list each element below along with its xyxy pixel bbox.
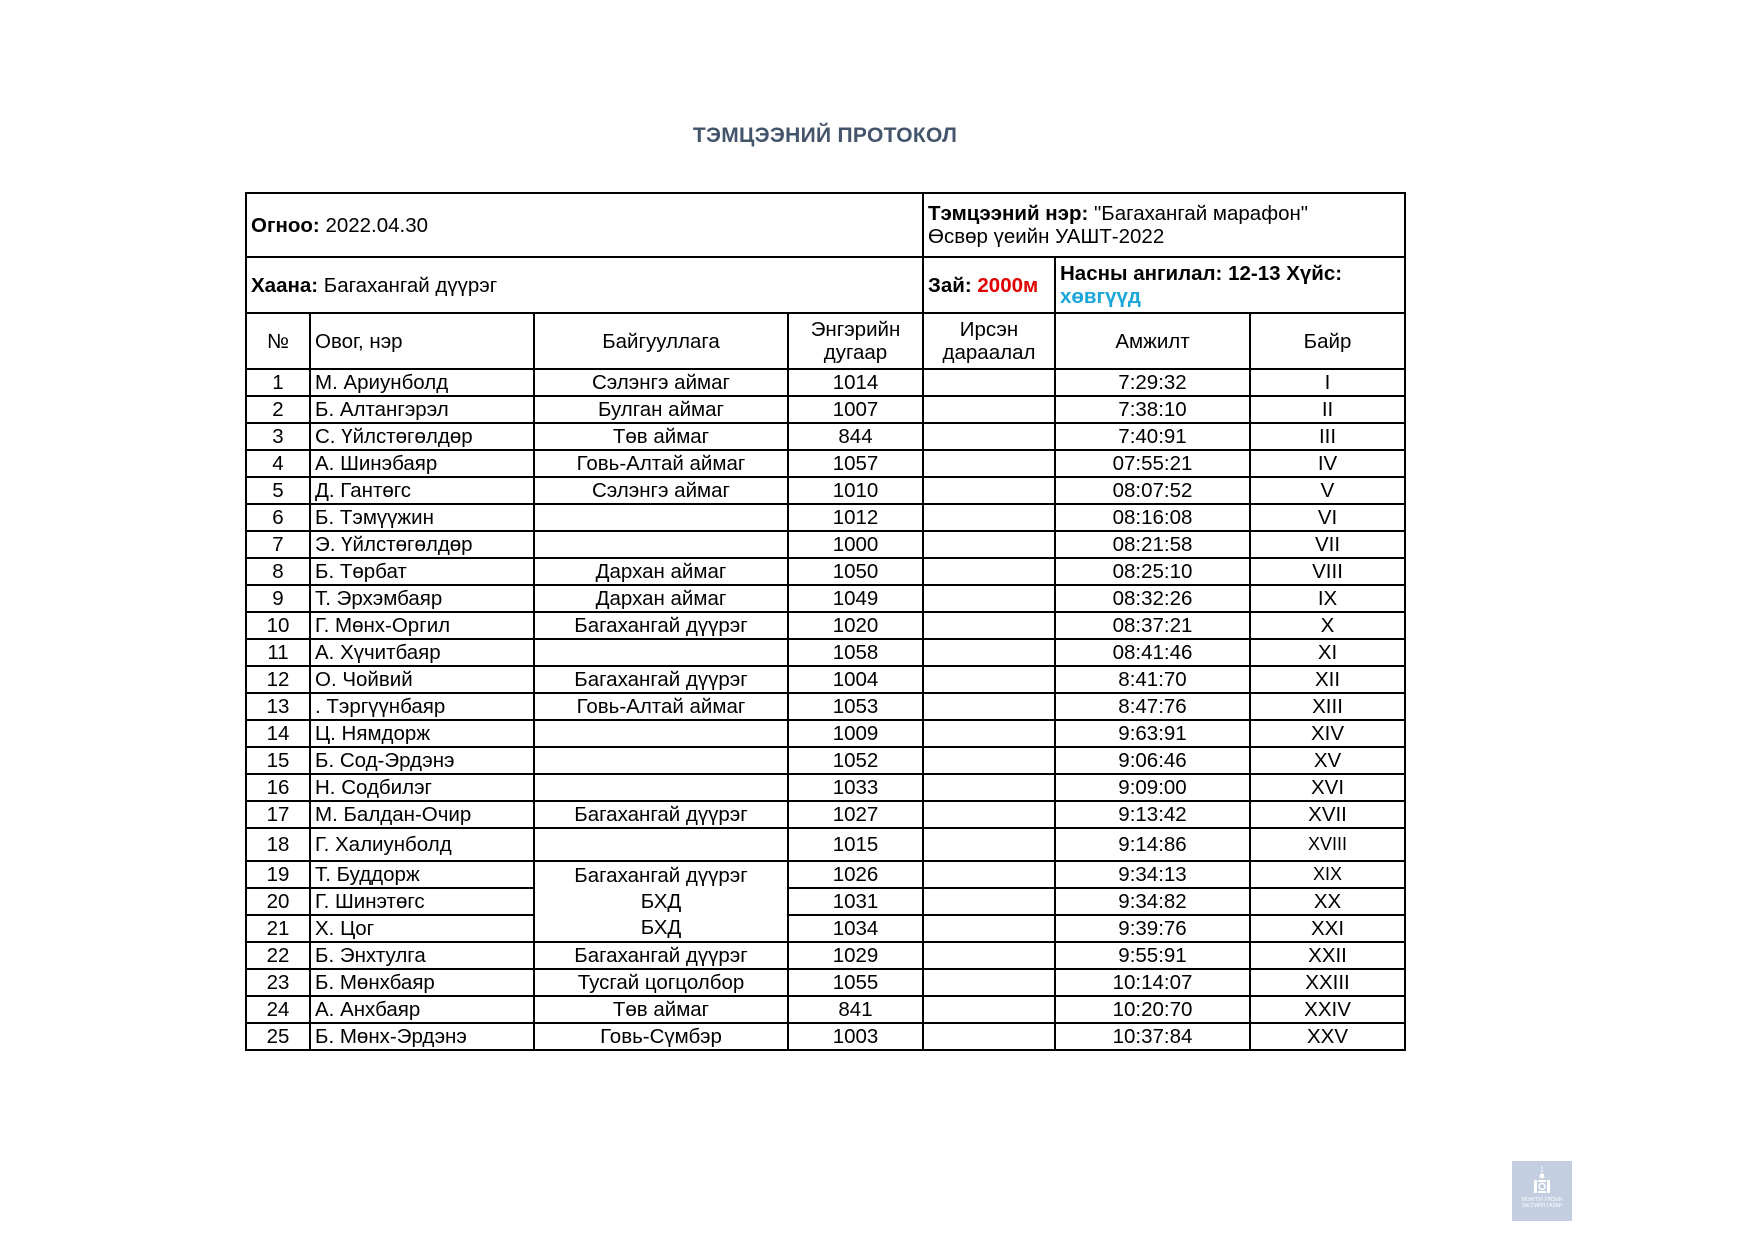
row-place: IX: [1250, 585, 1405, 612]
row-number: 22: [246, 942, 310, 969]
row-organization: Говь-Алтай аймаг: [534, 450, 788, 477]
row-arrival-order: [923, 747, 1055, 774]
row-result: 9:13:42: [1055, 801, 1250, 828]
row-organization: Багахангай дүүрэг: [534, 801, 788, 828]
row-name: Б. Тэмүүжин: [310, 504, 534, 531]
row-result: 9:34:13: [1055, 861, 1250, 888]
table-row: [246, 612, 1405, 639]
event-label: Тэмцээний нэр:: [928, 202, 1089, 225]
location-cell: [246, 257, 923, 313]
date-cell: [246, 193, 923, 257]
row-result: 08:37:21: [1055, 612, 1250, 639]
table-row: [246, 558, 1405, 585]
row-arrival-order: [923, 888, 1055, 915]
row-place: XV: [1250, 747, 1405, 774]
row-bib-number: 841: [788, 996, 923, 1023]
protocol-table: [245, 192, 1406, 1051]
date-label: Огноо:: [251, 213, 320, 237]
row-name: А. Хүчитбаяр: [310, 639, 534, 666]
table-row: [246, 996, 1405, 1023]
row-arrival-order: [923, 477, 1055, 504]
table-row: [246, 720, 1405, 747]
table-row: [246, 942, 1405, 969]
row-organization-merged: [534, 861, 788, 942]
row-organization: Багахангай дүүрэг: [534, 612, 788, 639]
row-place: XXV: [1250, 1023, 1405, 1050]
row-bib-number: 1010: [788, 477, 923, 504]
row-organization: [534, 774, 788, 801]
header-org: Байгууллага: [534, 313, 788, 369]
row-result: 07:55:21: [1055, 450, 1250, 477]
row-place: V: [1250, 477, 1405, 504]
row-arrival-order: [923, 828, 1055, 861]
row-bib-number: 1026: [788, 861, 923, 888]
row-bib-number: 1049: [788, 585, 923, 612]
location-label: Хаана:: [251, 273, 319, 297]
row-place: XXIII: [1250, 969, 1405, 996]
row-bib-number: 1014: [788, 369, 923, 396]
table-row: [246, 747, 1405, 774]
row-name: Т. Эрхэмбаяр: [310, 585, 534, 612]
row-bib-number: 1009: [788, 720, 923, 747]
row-bib-number: 1052: [788, 747, 923, 774]
row-name: Г. Шинэтөгс: [310, 888, 534, 915]
row-result: 10:37:84: [1055, 1023, 1250, 1050]
row-number: 16: [246, 774, 310, 801]
row-name: Т. Буддорж: [310, 861, 534, 888]
row-organization: Дархан аймаг: [534, 558, 788, 585]
soyombo-emblem-icon: [1531, 1165, 1553, 1195]
row-result: 8:47:76: [1055, 693, 1250, 720]
row-number: 24: [246, 996, 310, 1023]
row-number: 6: [246, 504, 310, 531]
row-result: 8:41:70: [1055, 666, 1250, 693]
row-place: VI: [1250, 504, 1405, 531]
row-bib-number: 1007: [788, 396, 923, 423]
row-arrival-order: [923, 450, 1055, 477]
header-place: Байр: [1250, 313, 1405, 369]
row-arrival-order: [923, 639, 1055, 666]
category-cell: [1055, 257, 1405, 313]
row-result: 08:41:46: [1055, 639, 1250, 666]
row-number: 17: [246, 801, 310, 828]
row-organization: Багахангай дүүрэг: [534, 942, 788, 969]
row-number: 13: [246, 693, 310, 720]
row-number: 19: [246, 861, 310, 888]
row-number: 10: [246, 612, 310, 639]
row-result: 9:63:91: [1055, 720, 1250, 747]
row-result: 9:39:76: [1055, 915, 1250, 942]
row-bib-number: 1055: [788, 969, 923, 996]
row-organization: Тусгай цогцолбор: [534, 969, 788, 996]
row-name: Д. Гантөгс: [310, 477, 534, 504]
table-row: [246, 828, 1405, 861]
header-name: Овог, нэр: [310, 313, 534, 369]
row-result: 9:55:91: [1055, 942, 1250, 969]
table-row: [246, 639, 1405, 666]
row-arrival-order: [923, 801, 1055, 828]
row-bib-number: 1058: [788, 639, 923, 666]
row-place: XXIV: [1250, 996, 1405, 1023]
row-bib-number: 1053: [788, 693, 923, 720]
row-place: XIV: [1250, 720, 1405, 747]
age-category-label: Насны ангилал: 12-13 Хүйс:: [1060, 262, 1343, 285]
row-place: X: [1250, 612, 1405, 639]
row-bib-number: 1015: [788, 828, 923, 861]
row-name: Н. Содбилэг: [310, 774, 534, 801]
row-arrival-order: [923, 504, 1055, 531]
row-name: . Тэргүүнбаяр: [310, 693, 534, 720]
row-bib-number: 1020: [788, 612, 923, 639]
row-name: М. Балдан-Очир: [310, 801, 534, 828]
table-row: [246, 774, 1405, 801]
row-number: 3: [246, 423, 310, 450]
distance-cell: [923, 257, 1055, 313]
row-number: 4: [246, 450, 310, 477]
row-arrival-order: [923, 396, 1055, 423]
row-name: Г. Халиунболд: [310, 828, 534, 861]
header-row: [246, 313, 1405, 369]
table-row: [246, 504, 1405, 531]
row-result: 08:07:52: [1055, 477, 1250, 504]
table-row: [246, 861, 1405, 888]
row-place: VIII: [1250, 558, 1405, 585]
row-name: Ц. Нямдорж: [310, 720, 534, 747]
row-name: Б. Алтангэрэл: [310, 396, 534, 423]
table-row: [246, 915, 1405, 942]
distance-value: 2000м: [977, 273, 1039, 297]
row-arrival-order: [923, 969, 1055, 996]
row-arrival-order: [923, 861, 1055, 888]
gender-value: хөвгүүд: [1060, 285, 1141, 308]
row-name: Б. Мөнх-Эрдэнэ: [310, 1023, 534, 1050]
row-name: Х. Цог: [310, 915, 534, 942]
row-organization: Төв аймаг: [534, 996, 788, 1023]
row-number: 11: [246, 639, 310, 666]
row-place: II: [1250, 396, 1405, 423]
row-organization: [534, 720, 788, 747]
row-name: А. Анхбаяр: [310, 996, 534, 1023]
row-arrival-order: [923, 720, 1055, 747]
row-place: XVII: [1250, 801, 1405, 828]
table-row: [246, 369, 1405, 396]
row-name: Б. Сод-Эрдэнэ: [310, 747, 534, 774]
row-arrival-order: [923, 666, 1055, 693]
row-organization: Булган аймаг: [534, 396, 788, 423]
info-row-location: [246, 257, 1405, 313]
row-name: Б. Мөнхбаяр: [310, 969, 534, 996]
table-row: [246, 969, 1405, 996]
results-body: [246, 369, 1405, 1050]
row-number: 18: [246, 828, 310, 861]
row-number: 25: [246, 1023, 310, 1050]
row-number: 20: [246, 888, 310, 915]
row-number: 1: [246, 369, 310, 396]
row-bib-number: 1029: [788, 942, 923, 969]
row-result: 7:40:91: [1055, 423, 1250, 450]
row-place: XIX: [1250, 861, 1405, 888]
row-organization: [534, 828, 788, 861]
table-row: [246, 423, 1405, 450]
row-bib-number: 1033: [788, 774, 923, 801]
row-result: 08:25:10: [1055, 558, 1250, 585]
table-row: [246, 477, 1405, 504]
table-row: [246, 1023, 1405, 1050]
row-arrival-order: [923, 558, 1055, 585]
row-name: М. Ариунболд: [310, 369, 534, 396]
row-bib-number: 1003: [788, 1023, 923, 1050]
row-arrival-order: [923, 369, 1055, 396]
event-subtitle: Өсвөр үеийн УАШТ-2022: [928, 225, 1165, 248]
logo-text: МОНГОЛ УЛСЫН ЗАСГИЙН ГАЗАР: [1521, 1197, 1563, 1209]
date-value: 2022.04.30: [325, 213, 429, 237]
row-organization: [534, 639, 788, 666]
row-arrival-order: [923, 996, 1055, 1023]
row-result: 10:20:70: [1055, 996, 1250, 1023]
row-number: 15: [246, 747, 310, 774]
row-result: 10:14:07: [1055, 969, 1250, 996]
row-arrival-order: [923, 531, 1055, 558]
row-number: 14: [246, 720, 310, 747]
table-row: [246, 531, 1405, 558]
row-bib-number: 844: [788, 423, 923, 450]
row-place: XI: [1250, 639, 1405, 666]
row-place: XXII: [1250, 942, 1405, 969]
row-place: XXI: [1250, 915, 1405, 942]
row-name: Б. Энхтулга: [310, 942, 534, 969]
merged-org-line: Багахангай дүүрэг: [574, 863, 748, 887]
row-arrival-order: [923, 585, 1055, 612]
row-organization: Говь-Алтай аймаг: [534, 693, 788, 720]
row-number: 12: [246, 666, 310, 693]
row-result: 08:21:58: [1055, 531, 1250, 558]
row-number: 21: [246, 915, 310, 942]
row-number: 9: [246, 585, 310, 612]
distance-label: Зай:: [928, 273, 972, 297]
row-bib-number: 1004: [788, 666, 923, 693]
row-place: III: [1250, 423, 1405, 450]
info-row-date-event: [246, 193, 1405, 257]
row-number: 8: [246, 558, 310, 585]
row-organization: Дархан аймаг: [534, 585, 788, 612]
header-bib: Энгэрийн дугаар: [788, 313, 923, 369]
table-row: [246, 396, 1405, 423]
table-row: [246, 801, 1405, 828]
row-arrival-order: [923, 942, 1055, 969]
row-name: О. Чойвий: [310, 666, 534, 693]
row-bib-number: 1000: [788, 531, 923, 558]
row-organization: Төв аймаг: [534, 423, 788, 450]
row-result: 9:34:82: [1055, 888, 1250, 915]
event-value: "Багахангай марафон": [1094, 202, 1309, 225]
row-organization: Багахангай дүүрэг: [534, 666, 788, 693]
table-row: [246, 888, 1405, 915]
row-number: 5: [246, 477, 310, 504]
row-result: 9:09:00: [1055, 774, 1250, 801]
event-cell: [923, 193, 1405, 257]
row-place: I: [1250, 369, 1405, 396]
row-name: Б. Төрбат: [310, 558, 534, 585]
row-arrival-order: [923, 915, 1055, 942]
header-no: №: [246, 313, 310, 369]
row-place: VII: [1250, 531, 1405, 558]
row-organization: Сэлэнгэ аймаг: [534, 477, 788, 504]
row-result: 7:29:32: [1055, 369, 1250, 396]
table-row: [246, 693, 1405, 720]
table-row: [246, 666, 1405, 693]
row-bib-number: 1050: [788, 558, 923, 585]
row-name: А. Шинэбаяр: [310, 450, 534, 477]
row-name: С. Үйлстөгөлдөр: [310, 423, 534, 450]
row-name: Э. Үйлстөгөлдөр: [310, 531, 534, 558]
row-result: 9:06:46: [1055, 747, 1250, 774]
row-organization: [534, 531, 788, 558]
row-name: Г. Мөнх-Оргил: [310, 612, 534, 639]
row-result: 9:14:86: [1055, 828, 1250, 861]
row-place: XIII: [1250, 693, 1405, 720]
page-title: ТЭМЦЭЭНИЙ ПРОТОКОЛ: [692, 124, 958, 147]
row-place: XVI: [1250, 774, 1405, 801]
row-bib-number: 1031: [788, 888, 923, 915]
merged-org-line: БХД: [640, 915, 682, 939]
row-bib-number: 1012: [788, 504, 923, 531]
row-place: XII: [1250, 666, 1405, 693]
row-bib-number: 1057: [788, 450, 923, 477]
header-result: Амжилт: [1055, 313, 1250, 369]
row-organization: [534, 747, 788, 774]
row-bib-number: 1034: [788, 915, 923, 942]
row-organization: [534, 504, 788, 531]
row-result: 08:32:26: [1055, 585, 1250, 612]
row-result: 7:38:10: [1055, 396, 1250, 423]
row-result: 08:16:08: [1055, 504, 1250, 531]
row-organization: Говь-Сүмбэр: [534, 1023, 788, 1050]
government-logo: [1512, 1161, 1572, 1221]
row-number: 23: [246, 969, 310, 996]
row-bib-number: 1027: [788, 801, 923, 828]
row-arrival-order: [923, 423, 1055, 450]
row-arrival-order: [923, 774, 1055, 801]
row-arrival-order: [923, 1023, 1055, 1050]
row-place: IV: [1250, 450, 1405, 477]
location-value: Багахангай дүүрэг: [323, 273, 498, 297]
row-number: 2: [246, 396, 310, 423]
row-organization: Сэлэнгэ аймаг: [534, 369, 788, 396]
row-place: XVIII: [1250, 828, 1405, 861]
row-place: XX: [1250, 888, 1405, 915]
row-arrival-order: [923, 693, 1055, 720]
row-arrival-order: [923, 612, 1055, 639]
merged-org-line: БХД: [640, 889, 682, 913]
table-row: [246, 450, 1405, 477]
row-number: 7: [246, 531, 310, 558]
header-order: Ирсэн дараалал: [923, 313, 1055, 369]
table-row: [246, 585, 1405, 612]
